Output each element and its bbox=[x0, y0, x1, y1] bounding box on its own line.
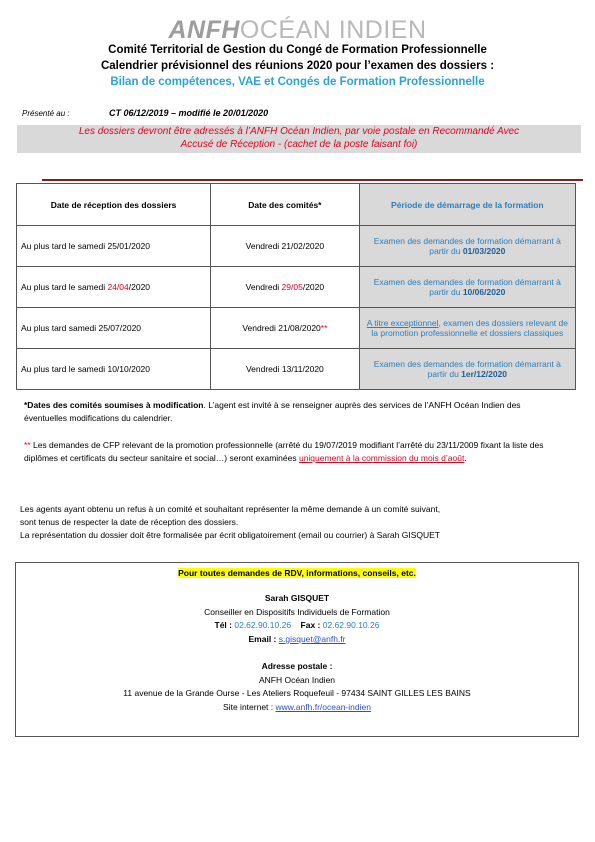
presented-label: Présenté au : bbox=[22, 109, 70, 118]
website: Site internet : www.anfh.fr/ocean-indien bbox=[223, 702, 371, 712]
email-link[interactable]: s.gisquet@anfh.fr bbox=[278, 634, 346, 644]
contact-role: Conseiller en Dispositifs Individuels de Formation bbox=[204, 607, 390, 617]
period-date: 1er/12/2020 bbox=[461, 369, 508, 379]
period-cell bbox=[359, 349, 575, 390]
header-topics: Bilan de compétences, VAE et Congés de Formation Professionnelle bbox=[110, 76, 485, 88]
exceptional-label: A titre exceptionnel bbox=[366, 318, 439, 328]
notice-line-1: Les dossiers devront être adressés à l’ANFH Océan Indien, par voie postale en Recommandé Avec bbox=[78, 126, 520, 137]
period-date: 10/06/2020 bbox=[462, 287, 506, 297]
divider bbox=[42, 179, 583, 181]
period-date: 01/03/2020 bbox=[462, 246, 506, 256]
table-header-row bbox=[17, 184, 576, 226]
postal-address: 11 avenue de la Grande Ourse - Les Ateliers Roquefeuil - 97434 SAINT GILLES LES BAINS bbox=[123, 688, 471, 698]
schedule-table bbox=[16, 183, 576, 390]
contact-name: Sarah GISQUET bbox=[264, 593, 330, 603]
period-cell bbox=[359, 267, 575, 308]
org-name: ANFH Océan Indien bbox=[258, 675, 336, 685]
reception-date: Au plus tard samedi 25/07/2020 bbox=[17, 308, 211, 349]
presented-value: CT 06/12/2019 – modifié le 20/01/2020 bbox=[109, 108, 269, 118]
reception-date: Au plus tard le samedi 25/01/2020 bbox=[17, 226, 211, 267]
refusal-paragraph: Les agents ayant obtenu un refus à un comité et souhaitant représenter la même demande à un comité suivant, sont tenus de respecter la date de réception des dossiers. La représentation du dossier doit être formalisée par écrit obligatoirement (email ou courrier) à Sarah GISQUET bbox=[20, 504, 441, 540]
header-committee: Date des comités* bbox=[211, 184, 360, 226]
header-reception: Date de réception des dossiers bbox=[17, 184, 211, 226]
committee-date: Vendredi 29/05/2020 bbox=[211, 267, 360, 308]
committee-date: Vendredi 21/02/2020 bbox=[211, 226, 360, 267]
reception-date: Au plus tard le samedi 24/04/2020 bbox=[17, 267, 211, 308]
notice-line-2: Accusé de Réception - (cachet de la poste faisant foi) bbox=[180, 139, 418, 150]
contact-phones: Tél : 02.62.90.10.26 Fax : 02.62.90.10.26 bbox=[214, 620, 380, 630]
table-row bbox=[17, 308, 576, 349]
contact-banner: Pour toutes demandes de RDV, informations, conseils, etc. bbox=[178, 568, 416, 578]
period-cell bbox=[359, 308, 575, 349]
period-text: Examen des demandes de formation démarrant à partir du bbox=[373, 277, 561, 297]
committee-date: Vendredi 13/11/2020 bbox=[211, 349, 360, 390]
anfh-logo bbox=[0, 16, 595, 45]
period-text: Examen des demandes de formation démarrant à partir du bbox=[373, 236, 561, 256]
contact-box bbox=[15, 562, 579, 737]
period-text: Examen des demandes de formation démarrant à partir du bbox=[373, 359, 561, 379]
header-title: Comité Territorial de Gestion du Congé de Formation Professionnelle bbox=[108, 44, 487, 56]
table-row bbox=[17, 267, 576, 308]
mailing-notice bbox=[17, 125, 581, 153]
header-period: Période de démarrage de la formation bbox=[359, 184, 575, 226]
committee-date: Vendredi 21/08/2020** bbox=[211, 308, 360, 349]
logo-brand: ANFH bbox=[168, 16, 240, 44]
address-title: Adresse postale : bbox=[261, 661, 333, 671]
phone-number[interactable]: 02.62.90.10.26 bbox=[234, 620, 292, 630]
note-promotion: ** Les demandes de CFP relevant de la promotion professionnelle (arrêté du 19/07/2019 modifiant l’arrêté du 23/11/2009 fixant la liste des diplômes et certificats du secteur sanitaire et social…) seront examinées uniquement à la commission du mois d’août. bbox=[24, 440, 544, 463]
note-modification: *Dates des comités soumises à modification. L’agent est invité à se renseigner auprès des services de l’ANFH Océan Indien des éventuelles modifications du calendrier. bbox=[24, 400, 521, 423]
fax-number: 02.62.90.10.26 bbox=[322, 620, 380, 630]
contact-email: Email : s.gisquet@anfh.fr bbox=[248, 634, 346, 644]
table-row bbox=[17, 226, 576, 267]
website-link[interactable]: www.anfh.fr/ocean-indien bbox=[275, 702, 371, 712]
period-cell bbox=[359, 226, 575, 267]
table-row bbox=[17, 349, 576, 390]
logo-region: OCÉAN INDIEN bbox=[239, 16, 427, 44]
period-text: , examen des dossiers relevant de la promotion professionnelle et dossiers classiques bbox=[371, 318, 568, 338]
reception-date: Au plus tard le samedi 10/10/2020 bbox=[17, 349, 211, 390]
header-subtitle: Calendrier prévisionnel des réunions 2020 pour l’examen des dossiers : bbox=[100, 60, 495, 72]
